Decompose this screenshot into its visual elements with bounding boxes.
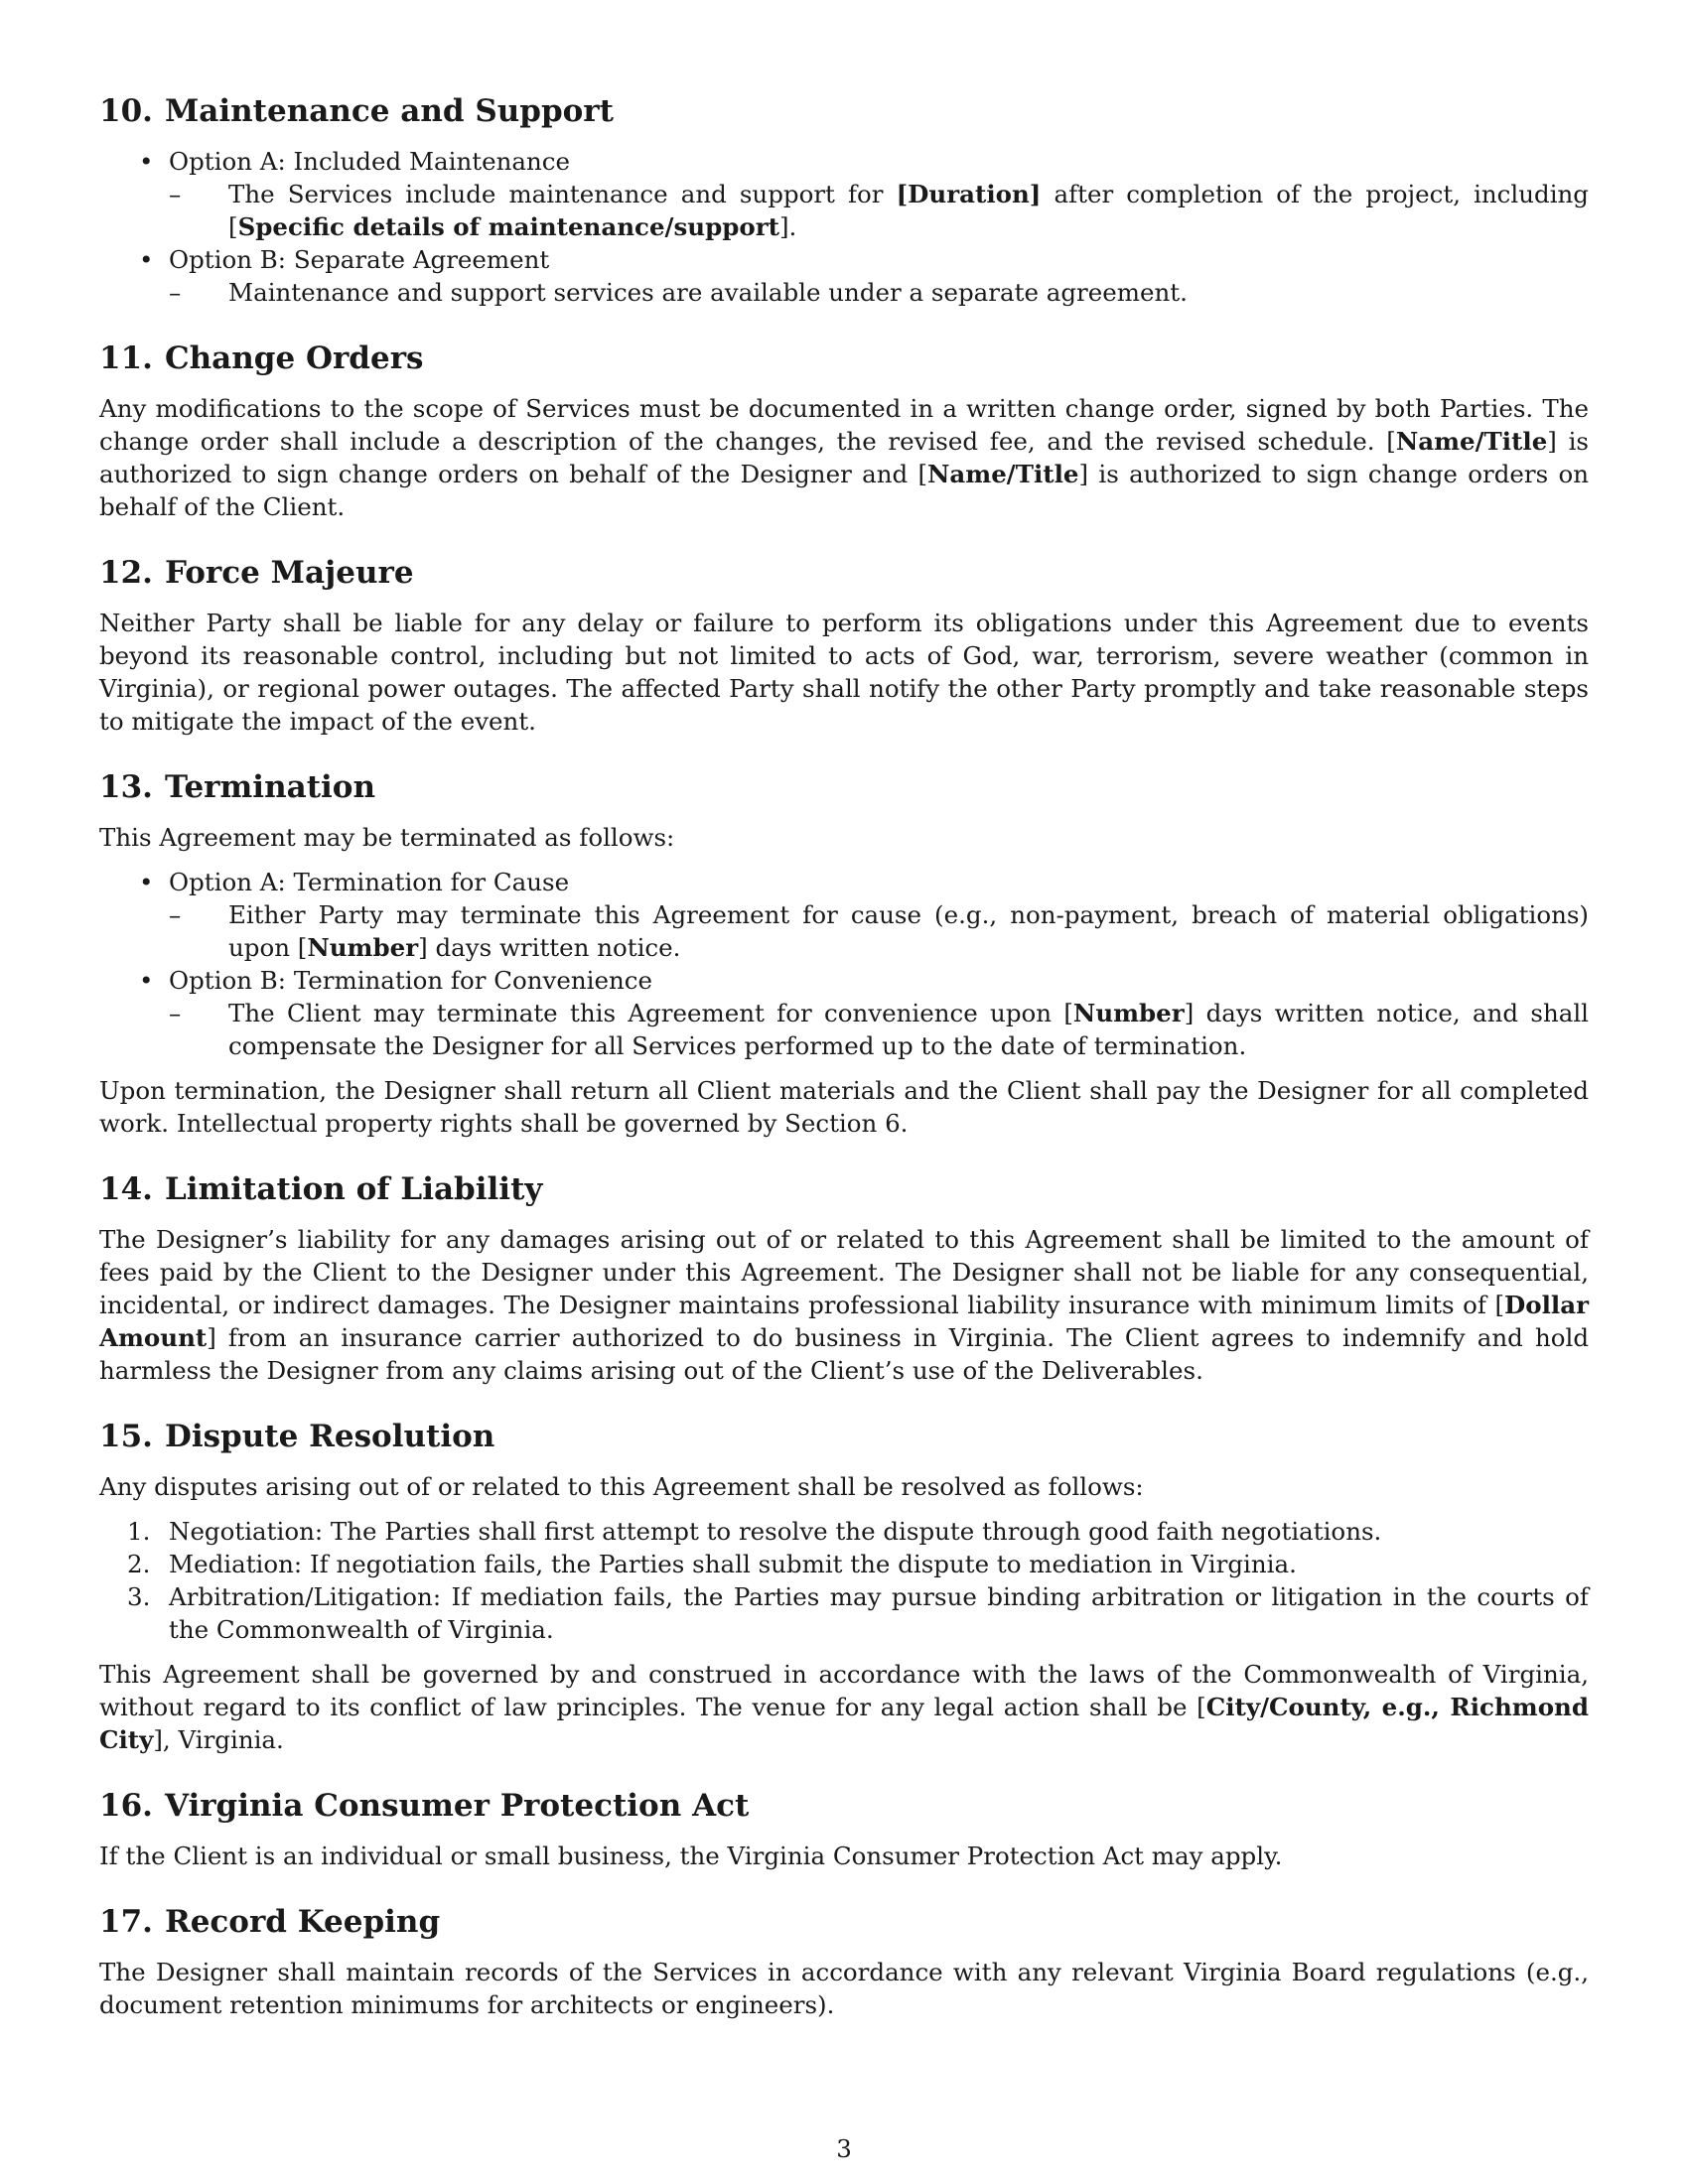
bold-placeholder: Dollar Amount [99,1291,1589,1352]
section-heading [99,1786,1589,1826]
bullet-icon: • [139,966,154,995]
text-run: ] is authorized to sign change orders on behalf of the Designer and [ [99,427,1589,488]
paragraph: The Designer shall maintain records of the Services in accordance with any relevant Virginia Board regulations (e.g., document retention minimums for architects or engineers). [99,1958,1589,2019]
list-item [99,1580,1589,1646]
section-force-majeure [99,553,1589,738]
list-item [99,145,1589,243]
bullet-icon: • [139,147,154,176]
section-number: 13. [99,769,153,805]
section-heading [99,339,1589,378]
list-item-text: Mediation: If negotiation fails, the Parties shall submit the dispute to mediation in Virginia. [169,1550,1297,1578]
section-number: 15. [99,1419,153,1454]
text-run: ] from an insurance carrier authorized to do business in Virginia. The Client agrees to indemnify and hold harmless the Designer from any claims arising out of the Client’s use of the Deliverables. [99,1323,1589,1385]
list-item [99,1515,1589,1548]
list-item [99,243,1589,309]
section-title: Limitation of Liability [164,1171,543,1207]
text-run: ], Virginia. [153,1725,284,1754]
list-item-text: Arbitration/Litigation: If mediation fails, the Parties may pursue binding arbitration or litigation in the courts of the Commonwealth of Virginia. [169,1582,1589,1644]
paragraph: Upon termination, the Designer shall return all Client materials and the Client shall pay the Designer for all completed work. Intellectual property rights shall be governed by Section 6. [99,1076,1589,1138]
numbered-list [99,1515,1589,1646]
paragraph [99,1223,1589,1387]
section-heading [99,1417,1589,1456]
section-title: Termination [164,769,376,805]
section-title: Force Majeure [164,555,414,591]
section-title: Dispute Resolution [164,1419,495,1454]
text-run: ] is authorized to sign change orders on behalf of the Client. [99,460,1589,521]
section-heading [99,1902,1589,1942]
text-run: The Designer’s liability for any damages arising out of or related to this Agreement shall be limited to the amount of fees paid by the Client to the Designer under this Agreement. The Designer shall not be liable for any consequential, incidental, or indirect damages. The Designer maintains professional liability insurance with minimum limits of [ [99,1225,1589,1319]
sub-list-item [99,276,1589,309]
text-run: after completion of the project, including [ [228,180,1589,241]
section-number: 17. [99,1904,153,1940]
section-maintenance-support [99,91,1589,309]
text-run: Either Party may terminate this Agreement for cause (e.g., non-payment, breach of material obligations) upon [ [228,900,1589,962]
section-heading [99,553,1589,593]
option-label: Option B: Separate Agreement [169,245,550,274]
text-run: ]. [778,212,797,241]
list-item-text: Negotiation: The Parties shall first attempt to resolve the dispute through good faith negotiations. [169,1517,1382,1546]
page-number: 3 [836,2134,852,2163]
section-heading [99,91,1589,131]
text-run: ] days written notice. [418,933,681,962]
text-run: Maintenance and support services are available under a separate agreement. [228,278,1188,307]
sub-list-item [99,898,1589,964]
section-number: 10. [99,93,153,129]
text-run: ] days written notice, and shall compensate the Designer for all Services performed up to the date of termination. [228,999,1590,1060]
section-number: 12. [99,555,153,591]
section-record-keeping [99,1902,1589,2021]
bullet-icon: • [139,868,154,896]
dash-icon: – [169,180,182,208]
paragraph [99,392,1589,523]
section-number: 16. [99,1788,153,1824]
section-heading [99,1169,1589,1209]
section-change-orders [99,339,1589,523]
section-title: Change Orders [164,341,424,376]
list-item [99,1548,1589,1580]
bold-placeholder: Number [307,933,419,962]
section-number: 14. [99,1171,153,1207]
dash-icon: – [169,278,182,307]
paragraph [99,1658,1589,1756]
section-title: Maintenance and Support [164,93,614,129]
bold-placeholder: Name/Title [927,460,1079,488]
list-item [99,964,1589,1062]
paragraph: Any disputes arising out of or related to this Agreement shall be resolved as follows: [99,1472,1144,1501]
section-consumer-protection [99,1786,1589,1872]
option-label: Option A: Included Maintenance [169,147,570,176]
sub-list [169,276,1589,309]
list-number: 2. [127,1550,151,1578]
document-page [99,91,1589,2051]
sub-list [169,178,1589,243]
section-title: Virginia Consumer Protection Act [164,1788,750,1824]
option-list [99,866,1589,1062]
section-limitation-liability [99,1169,1589,1387]
text-run: The Client may terminate this Agreement for convenience upon [ [228,999,1073,1027]
option-label: Option A: Termination for Cause [169,868,570,896]
dash-icon: – [169,900,182,929]
section-title: Record Keeping [164,1904,441,1940]
text-run: The Services include maintenance and support for [228,180,897,208]
bold-placeholder: Name/Title [1395,427,1548,456]
bullet-icon: • [139,245,154,274]
paragraph: If the Client is an individual or small business, the Virginia Consumer Protection Act may apply. [99,1842,1283,1870]
section-dispute-resolution [99,1417,1589,1756]
sub-list [169,997,1589,1062]
list-number: 1. [127,1517,151,1546]
paragraph: This Agreement may be terminated as follows: [99,823,675,852]
section-heading [99,767,1589,807]
sub-list-item [99,997,1589,1062]
sub-list [169,898,1589,964]
sub-list-item [99,178,1589,243]
dash-icon: – [169,999,182,1027]
text-run: Any modifications to the scope of Services must be documented in a written change order, signed by both Parties. The change order shall include a description of the changes, the revised fee, and the revised schedule. [ [99,394,1589,456]
option-label: Option B: Termination for Convenience [169,966,652,995]
list-number: 3. [127,1582,151,1611]
paragraph: Neither Party shall be liable for any delay or failure to perform its obligations under this Agreement due to events beyond its reasonable control, including but not limited to acts of God, war, terrorism, severe weather (common in Virginia), or regional power outages. The affected Party shall notify the other Party promptly and take reasonable steps to mitigate the impact of the event. [99,609,1589,736]
section-number: 11. [99,341,153,376]
section-termination [99,767,1589,1140]
option-list [99,145,1589,309]
bold-placeholder: Specific details of maintenance/support [237,212,779,241]
bold-placeholder: Number [1072,999,1185,1027]
text-run: This Agreement shall be governed by and construed in accordance with the laws of the Commonwealth of Virginia, without regard to its conflict of law principles. The venue for any legal action shall be [ [99,1660,1589,1721]
list-item [99,866,1589,964]
bold-placeholder: [Duration] [896,180,1042,208]
bold-placeholder: City/County, e.g., Richmond City [99,1693,1589,1754]
